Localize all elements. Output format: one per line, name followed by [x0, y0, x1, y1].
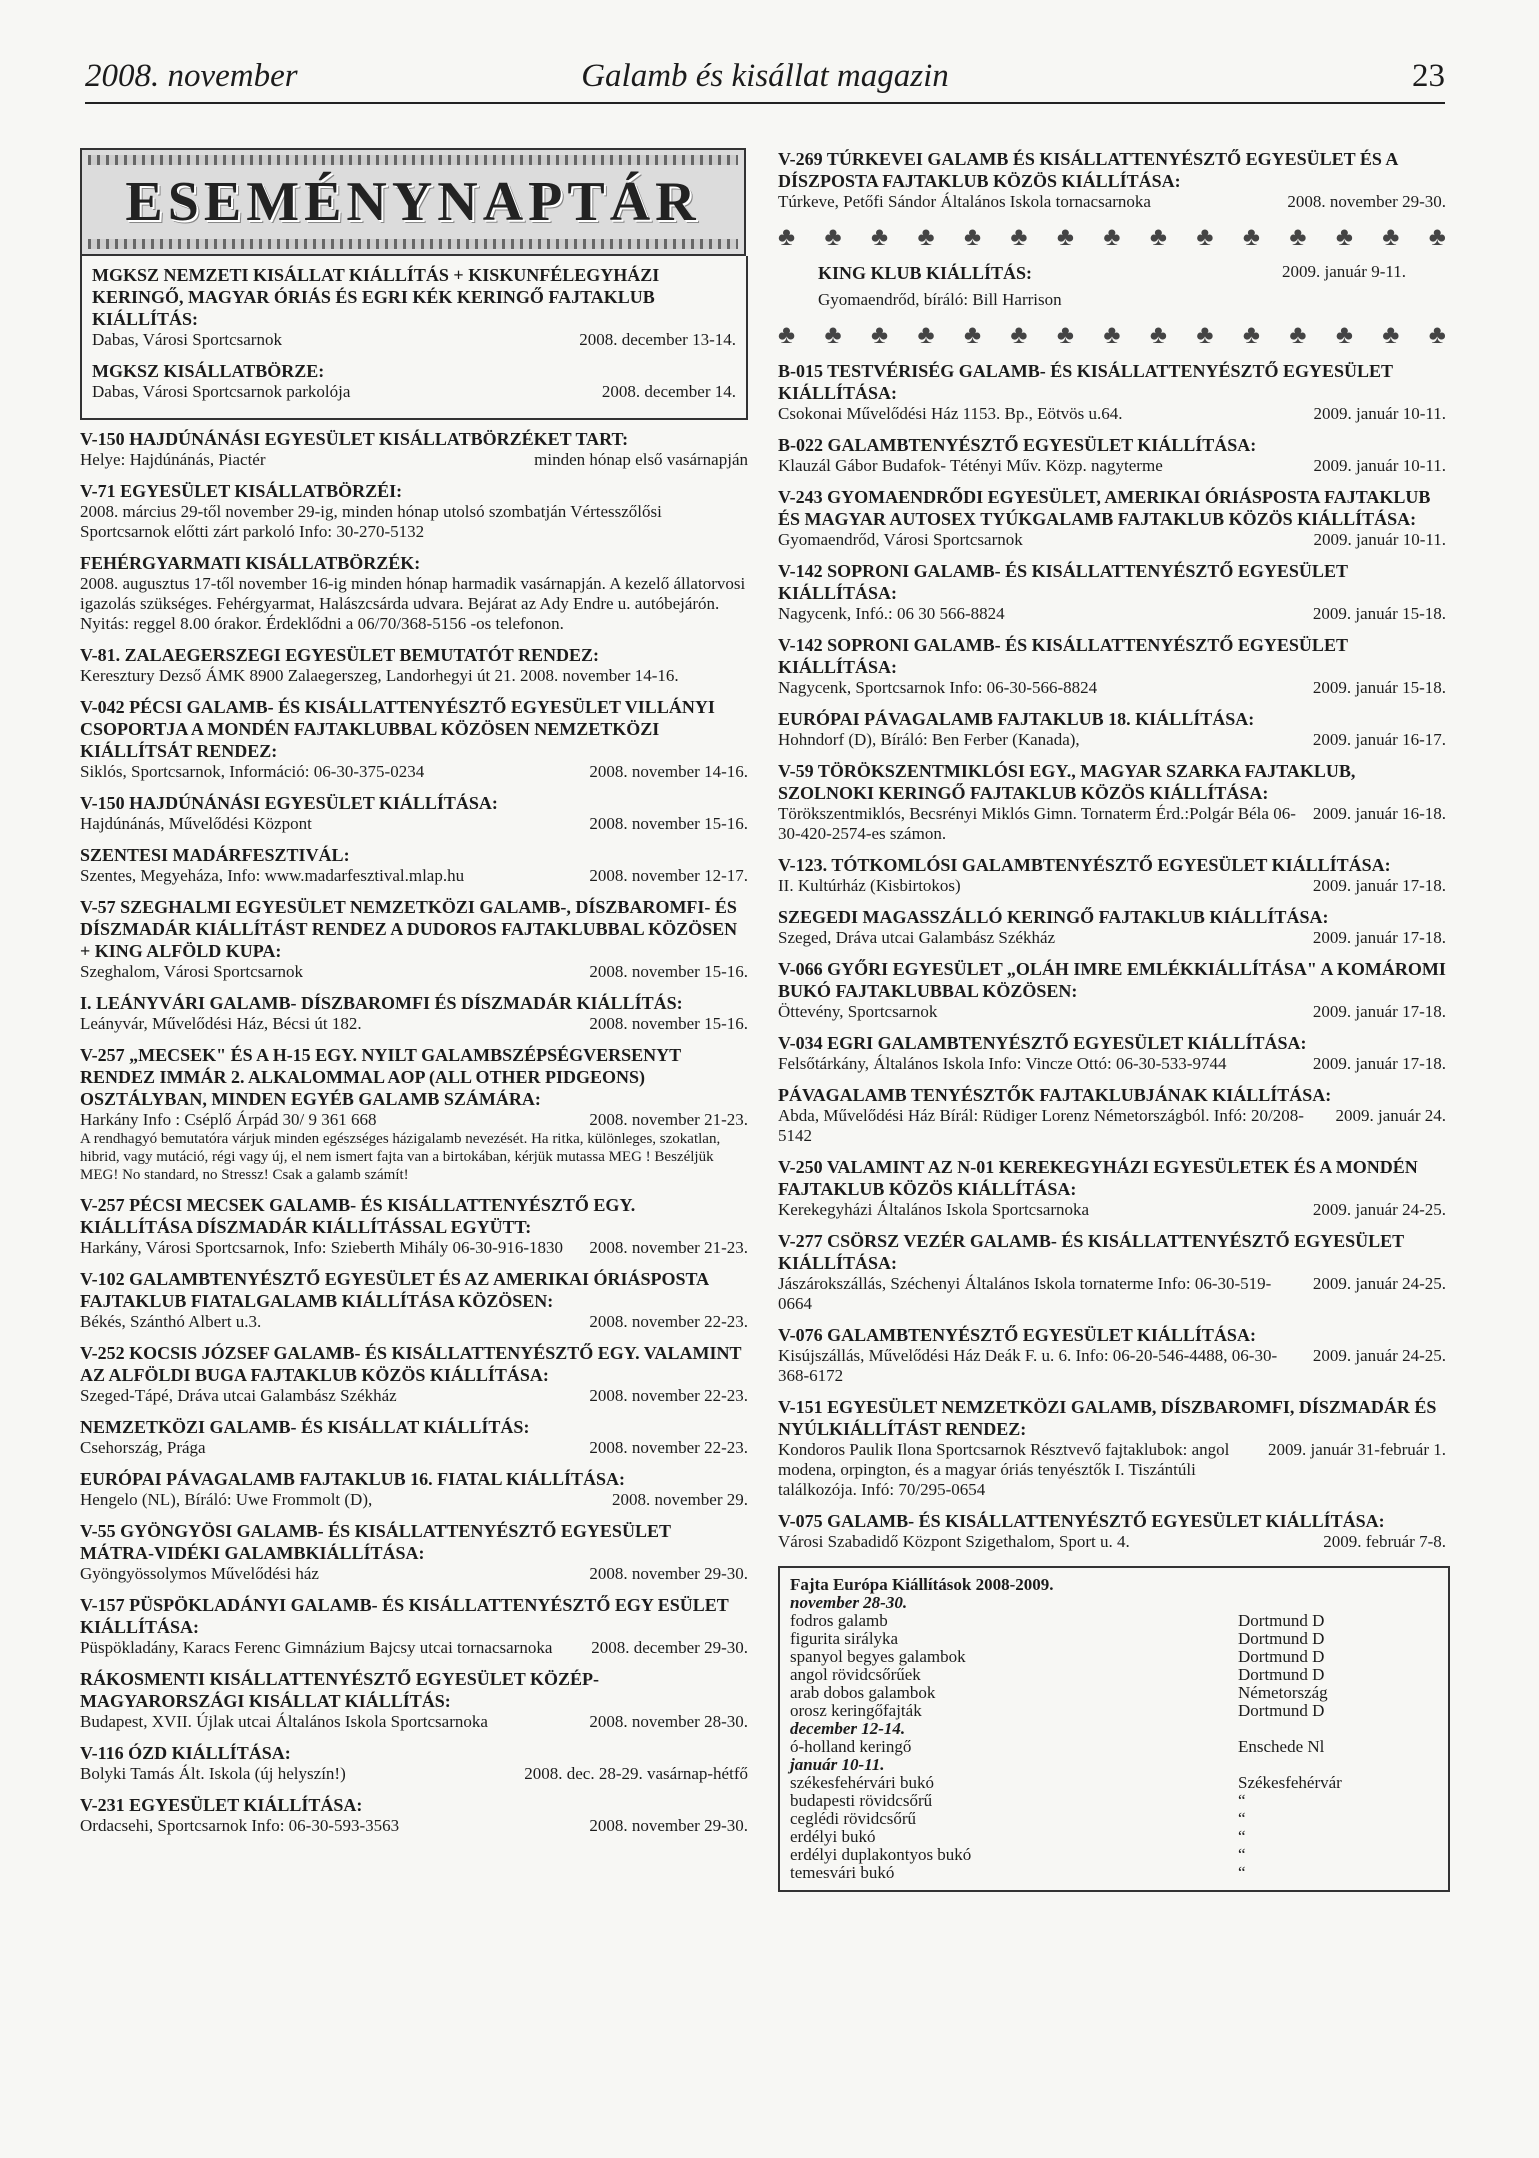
event-entry: [80, 992, 748, 1034]
event-entry: [778, 434, 1446, 476]
event-title: V-150 HAJDÚNÁNÁSI EGYESÜLET KISÁLLATBÖRZÉKET TART:: [80, 429, 629, 449]
event-date: 2009. január 16-17.: [1312, 730, 1446, 749]
breed-name: ó-holland keringő: [790, 1737, 912, 1756]
event-detail: Siklós, Sportcsarnok, Információ: 06-30-375-0234: [80, 762, 425, 781]
event-date: 2008. november 14-16.: [589, 762, 748, 781]
event-entry: [80, 1794, 748, 1836]
pigeon-icon: ♣: [1335, 320, 1353, 349]
event-date: 2009. január 16-18.: [1312, 804, 1446, 823]
event-entry: [80, 1044, 748, 1184]
pigeon-icon: ♣: [1196, 320, 1214, 349]
event-detail: Békés, Szánthó Albert u.3.: [80, 1312, 262, 1331]
event-title: B-022 GALAMBTENYÉSZTŐ EGYESÜLET KIÁLLÍTÁSA:: [778, 435, 1257, 455]
event-date: 2009. január 10-11.: [1313, 530, 1446, 549]
event-detail: Kondoros Paulik Ilona Sportcsarnok Résztvevő fajtaklubok: angol modena, orpington, és a magyar óriás tenyésztők I. Tiszántúli találkozója. Infó: 70/295-0654: [778, 1440, 1230, 1499]
fajta-row: [790, 1648, 1438, 1666]
king-title: KING KLUB KIÁLLÍTÁS:: [818, 263, 1033, 283]
pigeon-icon: ♣: [870, 222, 889, 251]
event-date: 2009. január 17-18.: [1312, 1002, 1446, 1021]
event-row: [80, 1110, 748, 1130]
event-detail: Dabas, Városi Sportcsarnok parkolója: [92, 382, 351, 401]
event-detail: Dabas, Városi Sportcsarnok: [92, 330, 282, 349]
pigeon-icon: ♣: [824, 320, 842, 349]
event-row: [778, 1106, 1446, 1146]
fajta-row: [790, 1828, 1438, 1846]
event-detail: Ordacsehi, Sportcsarnok Info: 06-30-593-3563: [80, 1816, 400, 1835]
breed-name: erdélyi duplakontyos bukó: [790, 1845, 972, 1864]
fajta-row: [790, 1666, 1438, 1684]
event-title: V-269 TÚRKEVEI GALAMB ÉS KISÁLLATTENYÉSZTŐ EGYESÜLET ÉS A DÍSZPOSTA FAJTAKLUB KÖZÖS KIÁLLÍTÁSA:: [778, 149, 1398, 191]
event-detail: Hohndorf (D), Bíráló: Ben Ferber (Kanada),: [778, 730, 1080, 749]
show-location: “: [1238, 1845, 1246, 1864]
event-date: 2008. november 15-16.: [589, 1014, 748, 1033]
event-date: 2008. november 22-23.: [589, 1438, 748, 1457]
event-detail: Kerekegyházi Általános Iskola Sportcsarnoka: [778, 1200, 1090, 1219]
event-date: 2008. november 12-17.: [589, 866, 748, 885]
event-title: V-150 HAJDÚNÁNÁSI EGYESÜLET KIÁLLÍTÁSA:: [80, 793, 498, 813]
event-title: V-59 TÖRÖKSZENTMIKLÓSI EGY., MAGYAR SZARKA FAJTAKLUB, SZOLNOKI KERINGŐ FAJTAKLUB KÖZÖS KIÁLLÍTÁSA:: [778, 761, 1356, 803]
event-date: 2008. december 14.: [601, 382, 736, 401]
event-entry: [80, 1342, 748, 1406]
breed-name: erdélyi bukó: [790, 1827, 876, 1846]
event-date: 2009. január 24-25.: [1312, 1200, 1446, 1219]
event-row: [80, 866, 748, 886]
event-title: PÁVAGALAMB TENYÉSZTŐK FAJTAKLUBJÁNAK KIÁLLÍTÁSA:: [778, 1085, 1332, 1105]
event-title: EURÓPAI PÁVAGALAMB FAJTAKLUB 16. FIATAL KIÁLLÍTÁSA:: [80, 1469, 626, 1489]
event-date: 2008. november 29.: [612, 1490, 748, 1509]
fajta-row: [790, 1864, 1438, 1882]
event-title: V-243 GYOMAENDRŐDI EGYESÜLET, AMERIKAI ÓRIÁSPOSTA FAJTAKLUB ÉS MAGYAR AUTOSEX TYÚKGALAMB FAJTAKLUB KÖZÖS KIÁLLÍTÁSA:: [778, 487, 1431, 529]
pigeon-icon: ♣: [778, 222, 796, 251]
event-row: [80, 1638, 748, 1658]
event-title: V-157 PÜSPÖKLADÁNYI GALAMB- ÉS KISÁLLATTENYÉSZTŐ EGY ESÜLET KIÁLLÍTÁSA:: [80, 1595, 729, 1637]
right-event-list: [778, 360, 1446, 1552]
pigeon-icon: ♣: [1242, 320, 1260, 349]
page-number: 23: [1412, 58, 1445, 94]
event-date: 2009. január 31-február 1.: [1268, 1440, 1446, 1459]
event-detail: Bolyki Tamás Ált. Iskola (új helyszín!): [80, 1764, 346, 1783]
fajta-row: [790, 1702, 1438, 1720]
pigeon-icon: ♣: [1382, 320, 1400, 349]
event-date: 2008. december 29-30.: [591, 1638, 748, 1657]
pigeon-icon: ♣: [1242, 222, 1260, 251]
event-note: A rendhagyó bemutatóra várjuk minden egészséges házigalamb nevezését. Ha ritka, különleges, szokatlan, hibrid, vagy mutáció, régi vagy új, el nem ismert fajta van a birtokában, kérjük mutassa MEG ! Beszéljük MEG! No standard, no Stressz! Csak a galamb számít!: [80, 1131, 721, 1183]
event-date: 2009. január 24-25.: [1312, 1346, 1446, 1365]
event-row: [80, 1238, 748, 1258]
event-title: V-142 SOPRONI GALAMB- ÉS KISÁLLATTENYÉSZTŐ EGYESÜLET KIÁLLÍTÁSA:: [778, 561, 1348, 603]
event-detail: 2008. augusztus 17-től november 16-ig minden hónap harmadik vasárnapján. A kezelő állatorvosi igazolás szükséges. Fehérgyarmat, Halászcsárda udvara. Bejárat az Ady Endre u. autóbejárón. Nyitás: reggel 8.00 órakor. Érdeklődni a 06/70/368-5156 -os telefonon.: [80, 574, 746, 633]
event-title: V-252 KOCSIS JÓZSEF GALAMB- ÉS KISÁLLATTENYÉSZTŐ EGY. VALAMINT AZ ALFÖLDI BUGA FAJTAKLUB KÖZÖS KIÁLLÍTÁSA:: [80, 1343, 742, 1385]
event-entry: [778, 360, 1446, 424]
event-detail: Püspökladány, Karacs Ferenc Gimnázium Bajcsy utcai tornacsarnoka: [80, 1638, 553, 1657]
event-row: [80, 1764, 748, 1784]
event-row: [80, 1014, 748, 1034]
event-entry: [80, 844, 748, 886]
event-detail: Hajdúnánás, Művelődési Központ: [80, 814, 312, 833]
event-detail: Budapest, XVII. Újlak utcai Általános Iskola Sportcsarnoka: [80, 1712, 488, 1731]
event-entry: [778, 760, 1446, 844]
show-location: Németország: [1238, 1683, 1328, 1702]
event-title: V-250 VALAMINT AZ N-01 KEREKEGYHÁZI EGYESÜLETEK ÉS A MONDÉN FAJTAKLUB KÖZÖS KIÁLLÍTÁSA:: [778, 1157, 1418, 1199]
left-column: [80, 148, 748, 1846]
event-detail: Szentes, Megyeháza, Info: www.madarfesztival.mlap.hu: [80, 866, 465, 885]
event-entry: [778, 1324, 1446, 1386]
event-date: 2008. november 22-23.: [589, 1386, 748, 1405]
event-entry: [80, 696, 748, 782]
event-date: 2008. november 15-16.: [589, 962, 748, 981]
king-detail: Gyomaendrőd, bíráló: Bill Harrison: [818, 290, 1062, 309]
event-detail: Törökszentmiklós, Becsrényi Miklós Gimn. Tornaterm Érd.:Polgár Béla 06-30-420-2574-es számon.: [778, 804, 1296, 843]
fajta-date: december 12-14.: [790, 1719, 906, 1738]
event-entry: [80, 428, 748, 470]
event-detail: Csokonai Művelődési Ház 1153. Bp., Eötvös u.64.: [778, 404, 1123, 423]
event-title: MGKSZ NEMZETI KISÁLLAT KIÁLLÍTÁS + KISKUNFÉLEGYHÁZI KERINGŐ, MAGYAR ÓRIÁS ÉS EGRI KÉK KERINGŐ FAJTAKLUB KIÁLLÍTÁS:: [92, 265, 660, 329]
event-title: V-81. ZALAEGERSZEGI EGYESÜLET BEMUTATÓT RENDEZ:: [80, 645, 599, 665]
breed-name: figurita sirályka: [790, 1629, 899, 1648]
breed-name: székesfehérvári bukó: [790, 1773, 934, 1792]
fajta-row: [790, 1738, 1438, 1756]
pigeon-icon: ♣: [1428, 320, 1446, 349]
event-row: [80, 962, 748, 982]
event-title: I. LEÁNYVÁRI GALAMB- DÍSZBAROMFI ÉS DÍSZMADÁR KIÁLLÍTÁS:: [80, 993, 683, 1013]
show-location: Dortmund D: [1238, 1629, 1325, 1648]
event-row: [778, 876, 1446, 896]
event-date: 2008. november 29-30.: [589, 1564, 748, 1583]
event-date: 2009. január 17-18.: [1312, 1054, 1446, 1073]
event-entry: [778, 1396, 1446, 1500]
event-row: [80, 1712, 748, 1732]
event-title: V-034 EGRI GALAMBTENYÉSZTŐ EGYESÜLET KIÁLLÍTÁSA:: [778, 1033, 1307, 1053]
event-entry: [80, 552, 748, 634]
event-detail: Szeged, Dráva utcai Galambász Székház: [778, 928, 1056, 947]
show-location: “: [1238, 1809, 1246, 1828]
event-date: 2009. január 10-11.: [1313, 456, 1446, 475]
event-detail: Szeged-Tápé, Dráva utcai Galambász Székház: [80, 1386, 397, 1405]
event-date: 2008. november 15-16.: [589, 814, 748, 833]
event-title: NEMZETKÖZI GALAMB- ÉS KISÁLLAT KIÁLLÍTÁS:: [80, 1417, 530, 1437]
event-date: 2009. január 15-18.: [1312, 604, 1446, 623]
event-title: V-57 SZEGHALMI EGYESÜLET NEMZETKÖZI GALAMB-, DÍSZBAROMFI- ÉS DÍSZMADÁR KIÁLLÍTÁST RENDEZ A DUDOROS FAJTAKLUBBAL KÖZÖSEN + KING ALFÖLD KUPA:: [80, 897, 738, 961]
show-location: Dortmund D: [1238, 1647, 1325, 1666]
pigeon-icon: ♣: [1056, 222, 1074, 251]
event-entry: [80, 1668, 748, 1732]
event-entry: [778, 148, 1446, 212]
event-detail: 2008. március 29-től november 29-ig, minden hónap utolsó szombatján Vértesszőlősi Sportcsarnok előtti zárt parkoló Info: 30-270-5132: [80, 502, 662, 541]
event-row: [778, 456, 1446, 476]
event-entry: [80, 896, 748, 982]
event-detail: Nagycenk, Sportcsarnok Info: 06-30-566-8824: [778, 678, 1098, 697]
event-row: [80, 1564, 748, 1584]
pigeon-icon: ♣: [917, 222, 935, 251]
event-date: 2009. február 7-8.: [1323, 1532, 1446, 1551]
left-event-list: [80, 428, 748, 1836]
event-entry: [778, 906, 1446, 948]
pigeon-icon: ♣: [1010, 320, 1028, 349]
event-date: 2009. január 24-25.: [1312, 1274, 1446, 1293]
event-entry: [778, 1032, 1446, 1074]
event-detail: II. Kultúrház (Kisbirtokos): [778, 876, 961, 895]
event-detail: Túrkeve, Petőfi Sándor Általános Iskola tornacsarnoka: [778, 192, 1151, 211]
event-date: 2008. november 28-30.: [589, 1712, 748, 1731]
event-date: 2009. január 17-18.: [1312, 876, 1446, 895]
event-entry: [778, 1510, 1446, 1552]
event-date: 2008. dec. 28-29. vasárnap-hétfő: [524, 1764, 748, 1783]
breed-name: ceglédi rövidcsőrű: [790, 1809, 917, 1828]
event-entry: [80, 644, 748, 686]
show-location: Dortmund D: [1238, 1611, 1325, 1630]
event-date: 2008. november 29-30.: [589, 1816, 748, 1835]
issue-date: 2008. november: [85, 58, 298, 94]
event-detail: Jászárokszállás, Széchenyi Általános Iskola tornaterme Info: 06-30-519-0664: [778, 1274, 1272, 1313]
event-row: [778, 1532, 1446, 1552]
fajta-row: [790, 1846, 1438, 1864]
event-detail: Hengelo (NL), Bíráló: Uwe Frommolt (D),: [80, 1490, 373, 1509]
pigeon-icon: ♣: [1382, 222, 1400, 251]
event-detail: Gyomaendrőd, Városi Sportcsarnok: [778, 530, 1023, 549]
pigeon-icon: ♣: [1196, 222, 1214, 251]
event-title: V-075 GALAMB- ÉS KISÁLLATTENYÉSZTŐ EGYESÜLET KIÁLLÍTÁSA:: [778, 1511, 1385, 1531]
event-detail: Leányvár, Művelődési Ház, Bécsi út 182.: [80, 1014, 362, 1033]
event-detail: Klauzál Gábor Budafok- Tétényi Műv. Közp. nagyterme: [778, 456, 1163, 475]
event-title: RÁKOSMENTI KISÁLLATTENYÉSZTŐ EGYESÜLET KÖZÉP-MAGYARORSZÁGI KISÁLLAT KIÁLLÍTÁS:: [80, 1669, 599, 1711]
pigeon-icon: ♣: [1289, 222, 1307, 251]
event-detail: Öttevény, Sportcsarnok: [778, 1002, 938, 1021]
event-detail: Harkány Info : Cséplő Árpád 30/ 9 361 668: [80, 1110, 377, 1129]
event-entry: [80, 1520, 748, 1584]
event-entry: [778, 708, 1446, 750]
event-row: [778, 530, 1446, 550]
event-date: 2008. december 13-14.: [579, 330, 736, 349]
event-detail: Felsőtárkány, Általános Iskola Info: Vincze Ottó: 06-30-533-9744: [778, 1054, 1227, 1073]
event-detail: Helye: Hajdúnánás, Piactér: [80, 450, 266, 469]
breed-name: fodros galamb: [790, 1611, 888, 1630]
event-entry: [80, 1742, 748, 1784]
event-row: [778, 730, 1446, 750]
event-title: V-231 EGYESÜLET KIÁLLÍTÁSA:: [80, 1795, 363, 1815]
event-date: 2008. november 21-23.: [589, 1110, 748, 1129]
event-title: FEHÉRGYARMATI KISÁLLATBÖRZÉK:: [80, 553, 421, 573]
event-date: 2008. november 29-30.: [1287, 192, 1446, 211]
event-title: V-257 PÉCSI MECSEK GALAMB- ÉS KISÁLLATTENYÉSZTŐ EGY. KIÁLLÍTÁSA DÍSZMADÁR KIÁLLÍTÁSSAL EGYÜTT:: [80, 1195, 636, 1237]
event-title: B-015 TESTVÉRISÉG GALAMB- ÉS KISÁLLATTENYÉSZTŐ EGYESÜLET KIÁLLÍTÁSA:: [778, 361, 1393, 403]
event-detail: Harkány, Városi Sportcsarnok, Info: Szieberth Mihály 06-30-916-1830: [80, 1238, 563, 1257]
event-entry: [778, 1084, 1446, 1146]
pigeon-icon: ♣: [1335, 222, 1353, 251]
event-row: [80, 574, 748, 634]
event-entry: [778, 1230, 1446, 1314]
event-date: 2008. november 22-23.: [589, 1312, 748, 1331]
breed-name: temesvári bukó: [790, 1863, 895, 1882]
fajta-date: november 28-30.: [790, 1593, 908, 1612]
event-title: V-257 „MECSEK" ÉS A H-15 EGY. NYILT GALAMBSZÉPSÉGVERSENYT RENDEZ IMMÁR 2. ALKALOMMAL AOP (ALL OTHER PIDGEONS) OSZTÁLYBAN, MINDEN EGYÉB GALAMB SZÁMÁRA:: [80, 1045, 681, 1109]
event-title: SZENTESI MADÁRFESZTIVÁL:: [80, 845, 350, 865]
event-row: [80, 450, 748, 470]
event-entry: [778, 1156, 1446, 1220]
show-location: “: [1238, 1791, 1246, 1810]
event-row: [778, 678, 1446, 698]
pigeon-icon: ♣: [963, 320, 981, 349]
fajta-date: január 10-11.: [790, 1755, 885, 1774]
event-date: 2009. január 24.: [1335, 1106, 1446, 1125]
fajta-row: [790, 1684, 1438, 1702]
pigeon-icon: ♣: [778, 320, 796, 349]
pigeon-divider: [778, 222, 1446, 252]
fajta-row: [790, 1612, 1438, 1630]
header-rule: [85, 102, 1445, 104]
event-row: [778, 1200, 1446, 1220]
event-entry: [778, 958, 1446, 1022]
event-row: [92, 382, 736, 402]
breed-name: orosz keringőfajták: [790, 1701, 922, 1720]
pigeon-icon: ♣: [1010, 222, 1028, 251]
event-detail: Gyöngyössolymos Művelődési ház: [80, 1564, 319, 1583]
event-row: [778, 404, 1446, 424]
event-row: [80, 502, 748, 542]
event-title: MGKSZ KISÁLLATBÖRZE:: [92, 361, 325, 381]
show-location: “: [1238, 1827, 1246, 1846]
event-title: V-066 GYŐRI EGYESÜLET „OLÁH IMRE EMLÉKKIÁLLÍTÁSA" A KOMÁROMI BUKÓ FAJTAKLUBBAL KÖZÖSEN:: [778, 959, 1446, 1001]
event-detail: Csehország, Prága: [80, 1438, 206, 1457]
event-title: V-042 PÉCSI GALAMB- ÉS KISÁLLATTENYÉSZTŐ EGYESÜLET VILLÁNYI CSOPORTJA A MONDÉN FAJTAKLUBBAL KÖZÖSEN NEMZETKÖZI KIÁLLÍTSÁT RENDEZ:: [80, 697, 715, 761]
event-detail: Nagycenk, Infó.: 06 30 566-8824: [778, 604, 1005, 623]
event-row: [778, 1274, 1446, 1314]
fajta-box: [778, 1566, 1450, 1892]
event-entry: [80, 1416, 748, 1458]
event-detail: Szeghalom, Városi Sportcsarnok: [80, 962, 304, 981]
event-row: [80, 1816, 748, 1836]
event-title: SZEGEDI MAGASSZÁLLÓ KERINGŐ FAJTAKLUB KIÁLLÍTÁSA:: [778, 907, 1329, 927]
event-entry: [80, 792, 748, 834]
event-entry: [80, 1468, 748, 1510]
show-location: Enschede Nl: [1238, 1737, 1325, 1756]
event-date: 2008. november 21-23.: [589, 1238, 748, 1257]
pigeon-icon: ♣: [1103, 320, 1121, 349]
king-date: 2009. január 9-11.: [1281, 262, 1406, 281]
event-title: V-116 ÓZD KIÁLLÍTÁSA:: [80, 1743, 291, 1763]
event-date: 2009. január 17-18.: [1312, 928, 1446, 947]
show-location: Dortmund D: [1238, 1701, 1325, 1720]
event-title: V-142 SOPRONI GALAMB- ÉS KISÁLLATTENYÉSZTŐ EGYESÜLET KIÁLLÍTÁSA:: [778, 635, 1348, 677]
event-row: [80, 1490, 748, 1510]
event-title: EURÓPAI PÁVAGALAMB FAJTAKLUB 18. KIÁLLÍTÁSA:: [778, 709, 1255, 729]
event-entry: [92, 264, 736, 350]
event-entry: [80, 1268, 748, 1332]
breed-name: budapesti rövidcsőrű: [790, 1791, 933, 1810]
breed-name: arab dobos galambok: [790, 1683, 936, 1702]
pigeon-icon: ♣: [870, 320, 889, 349]
banner-title: ESEMÉNYNAPTÁR: [125, 171, 701, 233]
pigeon-icon: ♣: [824, 222, 842, 251]
event-row: [80, 814, 748, 834]
event-title: V-277 CSÖRSZ VEZÉR GALAMB- ÉS KISÁLLATTENYÉSZTŐ EGYESÜLET KIÁLLÍTÁSA:: [778, 1231, 1404, 1273]
event-row: [80, 1312, 748, 1332]
event-detail: Városi Szabadidő Központ Szigethalom, Sport u. 4.: [778, 1532, 1130, 1551]
pigeon-icon: ♣: [1056, 320, 1074, 349]
pigeon-divider: [778, 320, 1446, 350]
pigeon-icon: ♣: [917, 320, 935, 349]
boxed-events: [80, 256, 748, 420]
breed-name: spanyol begyes galambok: [790, 1647, 966, 1666]
event-row: [778, 804, 1446, 844]
show-location: “: [1238, 1863, 1246, 1882]
pigeon-icon: ♣: [1149, 320, 1167, 349]
event-entry: [80, 1594, 748, 1658]
event-title: V-102 GALAMBTENYÉSZTŐ EGYESÜLET ÉS AZ AMERIKAI ÓRIÁSPOSTA FAJTAKLUB FIATALGALAMB KIÁLLÍTÁSA KÖZÖSEN:: [80, 1269, 709, 1311]
event-date: minden hónap első vasárnapján: [534, 450, 748, 469]
pigeon-icon: ♣: [1103, 222, 1121, 251]
fajta-row: [790, 1810, 1438, 1828]
event-entry: [778, 854, 1446, 896]
event-entry: [92, 360, 736, 402]
magazine-title: Galamb és kisállat magazin: [581, 58, 949, 94]
event-row: [80, 1438, 748, 1458]
event-row: [778, 928, 1446, 948]
event-title: V-076 GALAMBTENYÉSZTŐ EGYESÜLET KIÁLLÍTÁSA:: [778, 1325, 1256, 1345]
event-detail: Abda, Művelődési Ház Bírál: Rüdiger Lorenz Németországból. Infó: 20/208-5142: [778, 1106, 1304, 1145]
event-row: [80, 762, 748, 782]
event-entry: [80, 1194, 748, 1258]
event-title: V-123. TÓTKOMLÓSI GALAMBTENYÉSZTŐ EGYESÜLET KIÁLLÍTÁSA:: [778, 855, 1391, 875]
event-entry: [778, 634, 1446, 698]
event-row: [92, 330, 736, 350]
event-row: [778, 1440, 1446, 1500]
fajta-row: [790, 1774, 1438, 1792]
event-title: V-71 EGYESÜLET KISÁLLATBÖRZÉI:: [80, 481, 403, 501]
pigeon-icon: ♣: [963, 222, 981, 251]
event-row: [80, 666, 748, 686]
show-location: Dortmund D: [1238, 1665, 1325, 1684]
event-title: V-55 GYÖNGYÖSI GALAMB- ÉS KISÁLLATTENYÉSZTŐ EGYESÜLET MÁTRA-VIDÉKI GALAMBKIÁLLÍTÁSA:: [80, 1521, 671, 1563]
show-location: Székesfehérvár: [1238, 1773, 1342, 1792]
event-entry: [778, 560, 1446, 624]
breed-name: angol rövidcsőrűek: [790, 1665, 921, 1684]
event-date: 2009. január 10-11.: [1313, 404, 1446, 423]
fajta-row: [790, 1630, 1438, 1648]
event-row: [778, 1346, 1446, 1386]
event-detail: Keresztury Dezső ÁMK 8900 Zalaegerszeg, Landorhegyi út 21. 2008. november 14-16.: [80, 666, 679, 685]
king-entry: [778, 262, 1446, 310]
event-row: [778, 1002, 1446, 1022]
fajta-row: [790, 1792, 1438, 1810]
pigeon-icon: ♣: [1289, 320, 1307, 349]
event-row: [778, 604, 1446, 624]
pigeon-icon: ♣: [1149, 222, 1167, 251]
right-column: [778, 148, 1446, 1892]
event-detail: Kisújszállás, Művelődési Ház Deák F. u. 6. Info: 06-20-546-4488, 06-30-368-6172: [778, 1346, 1278, 1385]
banner: [80, 148, 746, 256]
event-date: 2009. január 15-18.: [1312, 678, 1446, 697]
event-title: V-151 EGYESÜLET NEMZETKÖZI GALAMB, DÍSZBAROMFI, DÍSZMADÁR ÉS NYÚLKIÁLLÍTÁST RENDEZ:: [778, 1397, 1437, 1439]
pigeon-icon: ♣: [1428, 222, 1446, 251]
fajta-title: Fajta Európa Kiállítások 2008-2009.: [790, 1575, 1054, 1594]
event-entry: [778, 486, 1446, 550]
event-row: [778, 1054, 1446, 1074]
event-entry: [80, 480, 748, 542]
page-header: [85, 58, 1445, 104]
event-row: [80, 1386, 748, 1406]
